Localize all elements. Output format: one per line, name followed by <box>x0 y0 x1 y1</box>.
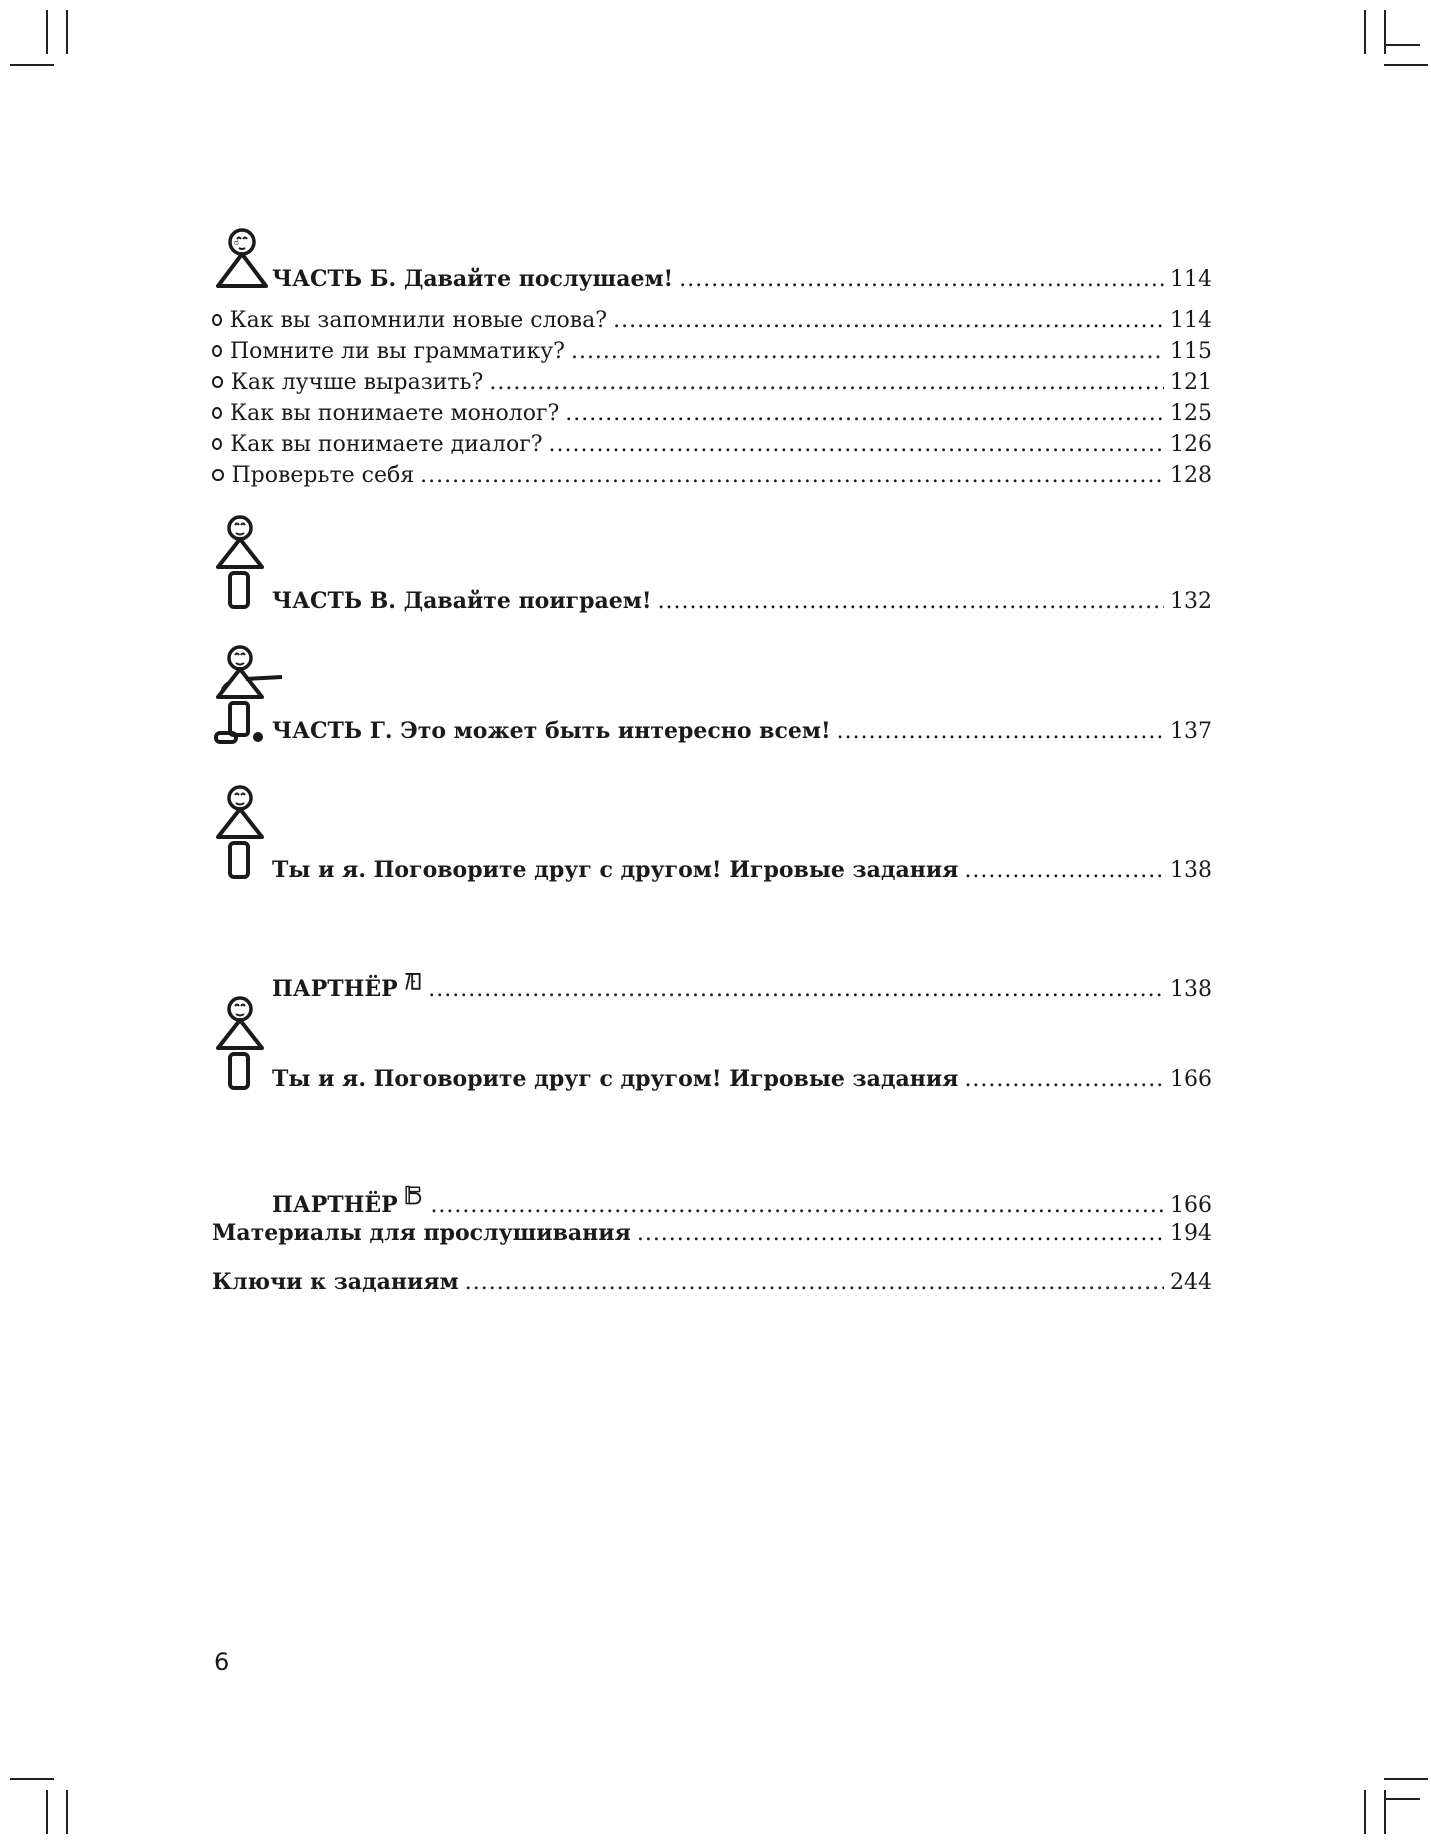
leader-dots <box>964 858 1164 883</box>
toc-entry-title: ЧАСТЬ Б. Давайте послушаем! <box>272 266 674 292</box>
toc-entry-part-b[interactable] <box>272 266 1212 292</box>
toc-entry-page: 244 <box>1170 1270 1212 1295</box>
toc-entry-page: 138 <box>1170 858 1212 883</box>
toc-entry[interactable] <box>212 339 1212 364</box>
toc-entry-title: Материалы для прослушивания <box>212 1220 631 1246</box>
toc-entry-title: ЧАСТЬ Г. Это может быть интересно всем! <box>272 718 831 744</box>
leader-dots <box>658 589 1164 614</box>
oval-bullet-icon <box>212 469 224 481</box>
toc-entry-page: 132 <box>1170 589 1212 614</box>
toc-entry[interactable] <box>212 370 1212 395</box>
toc-entry-page: 166 <box>1170 1067 1212 1092</box>
toc-entry-part-v[interactable] <box>272 588 1212 614</box>
toc-entry-partner-a[interactable] <box>272 946 1212 1002</box>
toc-entry-title: Как вы запомнили новые слова? <box>229 308 608 333</box>
leader-dots <box>428 977 1164 1002</box>
toc-entry-title: ЧАСТЬ В. Давайте поиграем! <box>272 588 652 614</box>
toc-entry-page: 114 <box>1170 308 1212 333</box>
page-number: 6 <box>214 1648 230 1676</box>
stick-figure-standing-icon <box>212 515 268 611</box>
toc-entry-title: Помните ли вы грамматику? <box>229 339 565 364</box>
crop-mark <box>46 10 48 54</box>
crop-mark <box>1384 64 1428 66</box>
crop-mark <box>1364 10 1366 54</box>
stick-figure-standing-icon <box>212 785 268 881</box>
leader-dots <box>549 432 1164 457</box>
toc-entry[interactable] <box>212 432 1212 457</box>
leader-dots <box>837 719 1164 744</box>
toc-entry-title: ПАРТНЁР <box>272 1192 398 1218</box>
oval-bullet-icon <box>212 438 222 450</box>
toc-entry-page: 194 <box>1170 1221 1212 1246</box>
crop-mark <box>1384 1778 1428 1780</box>
toc-entry[interactable] <box>212 308 1212 333</box>
toc-entry-part-g[interactable] <box>272 718 1212 744</box>
crop-mark <box>10 64 54 66</box>
toc-entry-games-b[interactable] <box>272 1066 1212 1092</box>
crop-mark <box>1384 44 1420 46</box>
crop-mark <box>46 1790 48 1834</box>
oval-bullet-icon <box>212 345 222 357</box>
crop-mark <box>1364 1790 1366 1834</box>
toc-entry-games-a[interactable] <box>272 857 1212 883</box>
toc-entry-keys[interactable] <box>212 1269 1212 1295</box>
crop-mark <box>66 1790 68 1834</box>
toc-entry-page: 137 <box>1170 719 1212 744</box>
oval-bullet-icon <box>212 376 223 388</box>
crop-mark <box>66 10 68 54</box>
leader-dots <box>571 339 1164 364</box>
crop-mark <box>1384 10 1386 54</box>
partner-b-logo-icon <box>404 1168 425 1222</box>
leader-dots <box>420 463 1164 488</box>
crop-mark <box>10 1778 54 1780</box>
leader-dots <box>964 1067 1164 1092</box>
toc-entry-page: 138 <box>1170 977 1212 1002</box>
leader-dots <box>613 308 1164 333</box>
leader-dots <box>489 370 1164 395</box>
oval-bullet-icon <box>212 407 222 419</box>
toc-entry-title: Проверьте себя <box>231 463 415 488</box>
leader-dots <box>565 401 1164 426</box>
leader-dots <box>430 1193 1164 1218</box>
crop-mark <box>1384 1798 1420 1800</box>
stick-figure-standing-icon <box>212 996 268 1092</box>
svg-text:ಠ: ಠ <box>234 238 239 248</box>
toc-entry-page: 126 <box>1170 432 1212 457</box>
toc-entry[interactable] <box>212 401 1212 426</box>
toc-entry[interactable] <box>212 463 1212 488</box>
crop-mark <box>1384 1790 1386 1834</box>
toc-entry-title: Как лучше выразить? <box>230 370 484 395</box>
toc-entry-page: 128 <box>1170 463 1212 488</box>
leader-dots <box>637 1221 1164 1246</box>
toc-entry-title: ПАРТНЁР <box>272 976 398 1002</box>
leader-dots <box>679 267 1164 292</box>
toc-entry-partner-b[interactable] <box>272 1158 1212 1218</box>
toc-entry-title: Как вы понимаете монолог? <box>230 401 560 426</box>
stick-figure-triangle-icon <box>212 228 272 292</box>
toc-entry-page: 115 <box>1170 339 1212 364</box>
toc-entry-page: 166 <box>1170 1193 1212 1218</box>
toc-entry-page: 125 <box>1170 401 1212 426</box>
toc-entry-materials[interactable] <box>212 1220 1212 1246</box>
toc-entry-page: 114 <box>1170 267 1212 292</box>
partner-a-logo-icon <box>404 956 423 1006</box>
oval-bullet-icon <box>212 314 222 326</box>
toc-entry-title: Ты и я. Поговорите друг с другом! Игровые задания <box>272 857 959 883</box>
toc-entry-page: 121 <box>1170 370 1212 395</box>
toc-entry-title: Ключи к заданиям <box>212 1269 459 1295</box>
toc-entry-title: Ты и я. Поговорите друг с другом! Игровые задания <box>272 1066 959 1092</box>
toc-entry-title: Как вы понимаете диалог? <box>230 432 543 457</box>
leader-dots <box>465 1270 1164 1295</box>
